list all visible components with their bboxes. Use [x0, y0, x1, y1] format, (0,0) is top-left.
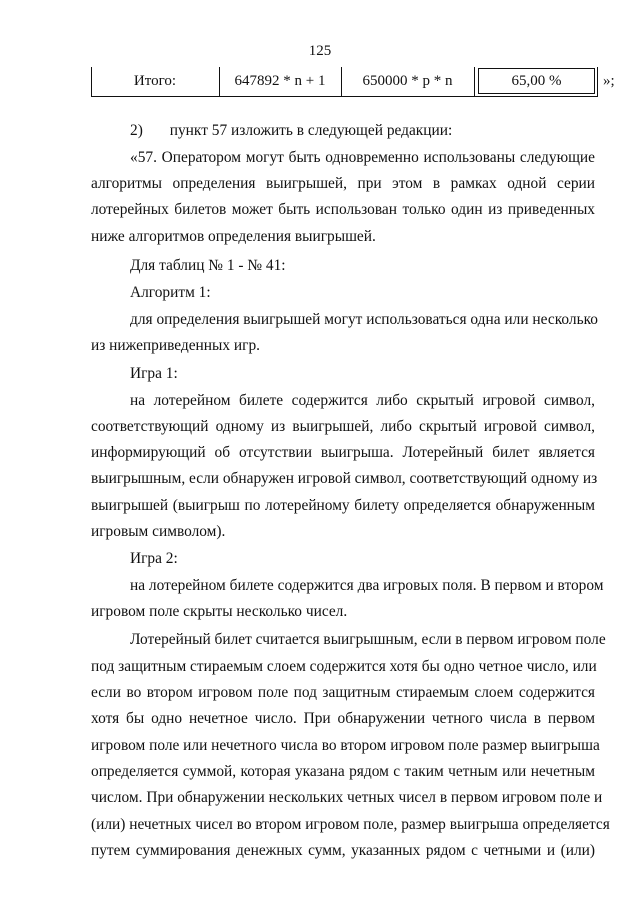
text-line: Для таблиц № 1 - № 41:	[130, 257, 286, 274]
text-line: игровом поле скрыты несколько чисел.	[91, 603, 348, 620]
text-line: 2) пункт 57 изложить в следующей редакции:	[130, 122, 453, 139]
text-line: «57. Оператором могут быть одновременно использованы следующие	[130, 149, 595, 166]
text-line: если во втором игровом поле под защитным стираемым слоем содержится	[91, 684, 595, 701]
text-line: ниже алгоритмов определения выигрышей.	[91, 228, 376, 245]
table-border-bottom	[91, 96, 598, 97]
text-line: Игра 2:	[130, 550, 178, 567]
text-line: лотерейных билетов может быть использован только один из приведенных	[91, 201, 595, 218]
text-line: для определения выигрышей могут использоваться одна или несколько	[130, 311, 598, 328]
totals-table	[91, 67, 615, 97]
table-percent-cell: 65,00 %	[478, 68, 595, 94]
text-line: выигрышным, если обнаружен игровой символ, соответствующий одному из	[91, 470, 598, 487]
text-line: определяется суммой, которая указана рядом с таким четным или нечетным	[91, 763, 595, 780]
table-closing-quote: »;	[603, 73, 615, 89]
page-number: 125	[308, 43, 332, 59]
text-line: соответствующий одному из выигрышей, либо скрытый игровой символ,	[91, 418, 595, 435]
text-line: на лотерейном билете содержится либо скрытый игровой символ,	[130, 392, 595, 409]
table-border-right	[597, 67, 598, 97]
table-label-cell: Итого:	[133, 73, 177, 89]
text-line: числом. При обнаружении нескольких четных чисел в первом игровом поле и	[91, 789, 603, 806]
text-line: Игра 1:	[130, 365, 178, 382]
table-formula-2: 650000 * p * n	[362, 73, 453, 89]
text-line: алгоритмы определения выигрышей, при этом в рамках одной серии	[91, 175, 595, 192]
text-line: Алгоритм 1:	[130, 284, 211, 301]
text-line: на лотерейном билете содержится два игровых поля. В первом и втором	[130, 577, 604, 594]
table-formula-1: 647892 * n + 1	[234, 73, 326, 89]
text-line: под защитным стираемым слоем содержится хотя бы одно четное число, или	[91, 658, 597, 675]
text-line: игровом поле или нечетного числа во втором игровом поле размер выигрыша	[91, 737, 600, 754]
text-line: путем суммирования денежных сумм, указанных рядом с четными и (или)	[91, 842, 595, 859]
text-line: Лотерейный билет считается выигрышным, если в первом игровом поле	[130, 631, 606, 648]
text-line: выигрышей (выигрыш по лотерейному билету определяется обнаруженным	[91, 497, 595, 514]
table-divider-3	[474, 67, 475, 97]
text-line: информирующий об отсутствии выигрыша. Лотерейный билет является	[91, 444, 595, 461]
text-line: хотя бы одно нечетное число. При обнаружении четного числа в первом	[91, 710, 595, 727]
text-line: (или) нечетных чисел во втором игровом поле, размер выигрыша определяется	[91, 816, 610, 833]
text-line: игровым символом).	[91, 523, 226, 540]
text-line: из нижеприведенных игр.	[91, 337, 260, 354]
